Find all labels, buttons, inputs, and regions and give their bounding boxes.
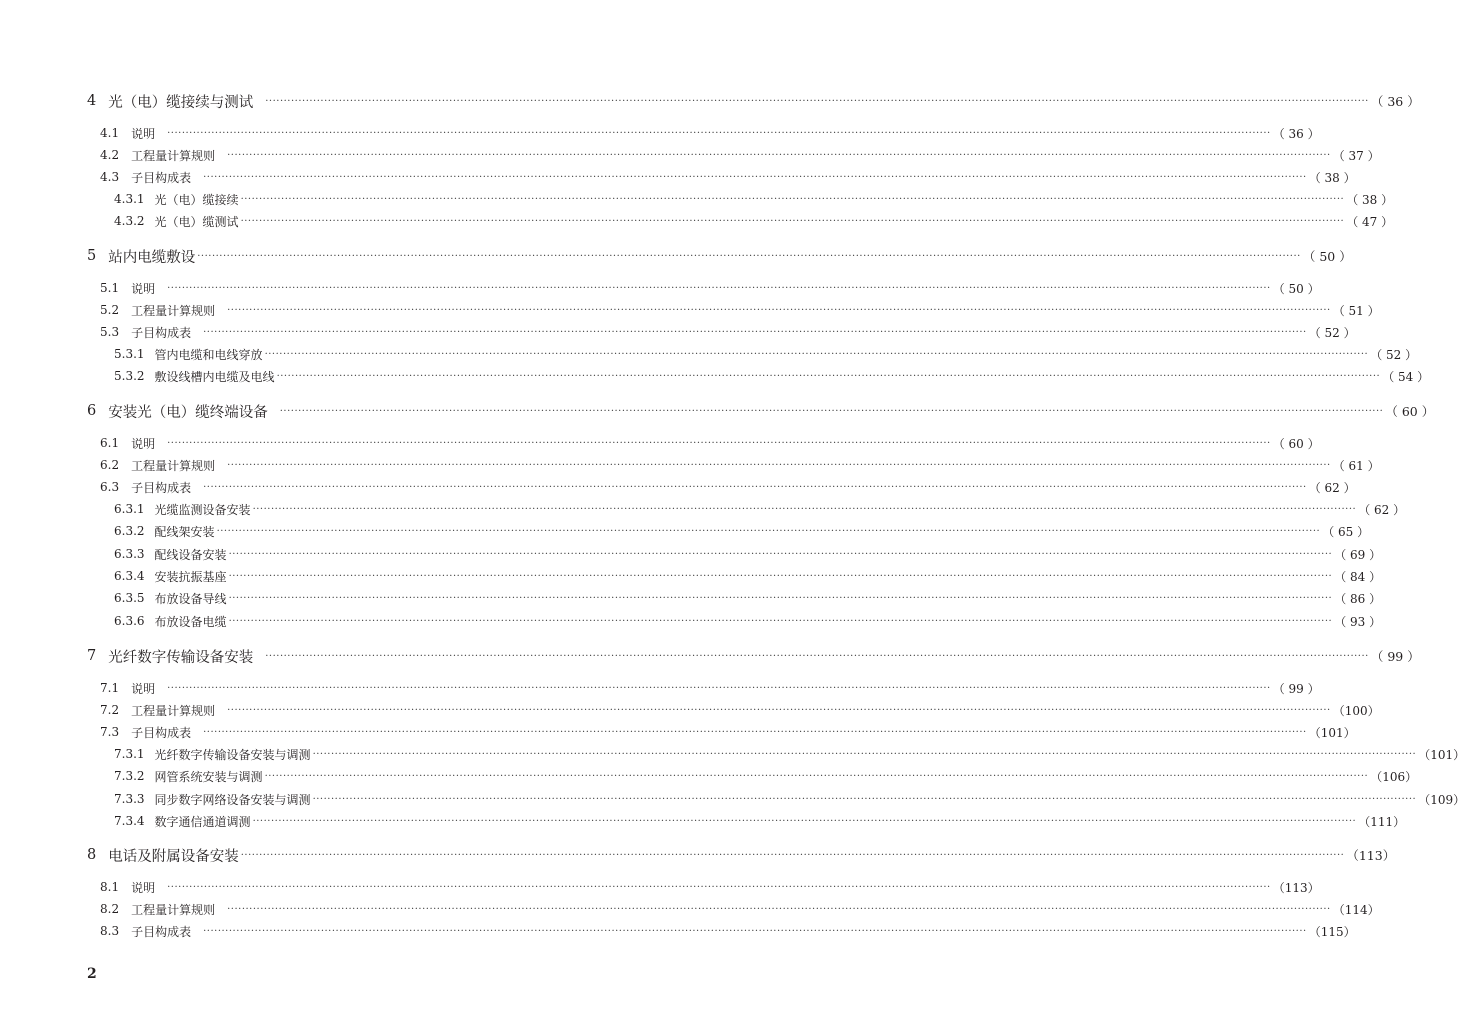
toc-section-entry	[100, 723, 1356, 741]
dot-leader: ············································································································································································································································································································	[240, 215, 1345, 227]
toc-entry-number: 6.3	[100, 480, 120, 494]
dot-leader: ············································································································································································································································································································	[227, 149, 1331, 161]
dot-leader: ············································································································································································································································································································	[264, 348, 1369, 360]
toc-entry-page: （ 36 ）	[1370, 94, 1420, 109]
dot-leader: ············································································································································································································································································································	[228, 570, 1333, 582]
toc-entry-number: 6.1	[100, 436, 120, 450]
toc-entry-page: （ 62 ）	[1358, 502, 1406, 517]
toc-entry-number: 7.3.2	[114, 769, 145, 783]
toc-entry-number: 4.3.1	[114, 192, 145, 206]
toc-entry-page: （ 52 ）	[1370, 347, 1418, 362]
toc-entry-number: 4.1	[100, 126, 120, 140]
dot-leader: ············································································································································································································································································································	[203, 171, 1307, 183]
dot-leader: ············································································································································································································································································································	[240, 193, 1345, 205]
toc-entry-number: 6.3.1	[114, 502, 145, 516]
toc-entry-number: 6	[87, 403, 97, 419]
dot-leader: ············································································································································································································································································································	[203, 925, 1307, 937]
dot-leader: ············································································································································································································································································································	[252, 815, 1357, 827]
dot-leader: ············································································································································································································································································································	[227, 903, 1331, 915]
toc-entry-page: （109）	[1418, 792, 1465, 807]
toc-entry-number: 8.3	[100, 924, 120, 938]
toc-subsection-entry	[114, 567, 1382, 585]
toc-chapter-entry	[87, 645, 1420, 667]
toc-subsection-entry	[114, 612, 1382, 630]
toc-section-entry	[100, 701, 1380, 719]
toc-entry-page: （ 99 ）	[1370, 649, 1420, 664]
toc-entry-number: 6.3.4	[114, 569, 145, 583]
toc-entry-title: 安装光（电）缆终端设备	[108, 404, 268, 421]
toc-entry-number: 7.3.3	[114, 792, 145, 806]
toc-entry-number: 7.3.4	[114, 814, 145, 828]
toc-entry-title: 安装抗振基座	[154, 569, 227, 584]
toc-entry-number: 7.3	[100, 725, 120, 739]
toc-entry-number: 4.2	[100, 148, 120, 162]
toc-entry-title: 光（电）缆接续	[154, 192, 239, 207]
toc-chapter-entry	[87, 400, 1435, 422]
toc-entry-page: （ 99 ）	[1272, 681, 1320, 696]
toc-entry-page: （100）	[1332, 703, 1380, 718]
toc-subsection-entry	[114, 367, 1430, 385]
dot-leader: ············································································································································································································································································································	[203, 726, 1307, 738]
toc-entry-number: 6.3.2	[114, 524, 145, 538]
toc-entry-title: 配线架安装	[154, 524, 215, 539]
toc-subsection-entry	[114, 812, 1406, 830]
toc-entry-title: 子目构成表	[131, 725, 192, 740]
toc-section-entry	[100, 279, 1320, 297]
toc-entry-number: 4	[87, 93, 97, 109]
toc-section-entry	[100, 878, 1320, 896]
toc-entry-page: （ 60 ）	[1272, 436, 1320, 451]
toc-entry-number: 7.1	[100, 681, 120, 695]
dot-leader: ············································································································································································································································································································	[216, 525, 1321, 537]
toc-entry-title: 光（电）缆测试	[154, 214, 239, 229]
toc-entry-page: （101）	[1308, 725, 1356, 740]
toc-subsection-entry	[114, 589, 1382, 607]
toc-entry-number: 7.2	[100, 703, 120, 717]
toc-section-entry	[100, 146, 1380, 164]
toc-entry-title: 子目构成表	[131, 924, 192, 939]
toc-entry-title: 说明	[131, 681, 156, 696]
toc-section-entry	[100, 323, 1356, 341]
toc-entry-page: （ 62 ）	[1308, 480, 1356, 495]
toc-entry-page: （ 93 ）	[1334, 614, 1382, 629]
toc-entry-title: 光纤数字传输设备安装	[108, 649, 254, 666]
toc-entry-page: （111）	[1358, 814, 1406, 829]
toc-chapter-entry	[87, 844, 1396, 866]
toc-entry-page: （114）	[1332, 902, 1380, 917]
dot-leader: ············································································································································································································································································································	[167, 282, 1271, 294]
toc-entry-page: （ 51 ）	[1332, 303, 1380, 318]
toc-entry-title: 工程量计算规则	[131, 303, 216, 318]
dot-leader: ············································································································································································································································································································	[228, 548, 1333, 560]
toc-entry-page: （113）	[1346, 848, 1396, 863]
toc-section-entry	[100, 922, 1356, 940]
toc-entry-title: 同步数字网络设备安装与调测	[154, 792, 311, 807]
toc-entry-page: （ 38 ）	[1308, 170, 1356, 185]
toc-entry-title: 布放设备导线	[154, 591, 227, 606]
toc-entry-title: 子目构成表	[131, 325, 192, 340]
toc-entry-page: （ 38 ）	[1346, 192, 1394, 207]
toc-entry-number: 5.1	[100, 281, 120, 295]
dot-leader: ············································································································································································································································································································	[167, 881, 1271, 893]
toc-entry-number: 4.3	[100, 170, 120, 184]
toc-section-entry	[100, 124, 1320, 142]
toc-entry-number: 5.3.2	[114, 369, 145, 383]
toc-section-entry	[100, 679, 1320, 697]
toc-entry-title: 子目构成表	[131, 480, 192, 495]
dot-leader: ············································································································································································································································································································	[264, 770, 1369, 782]
dot-leader: ············································································································································································································································································································	[312, 748, 1417, 760]
dot-leader: ············································································································································································································································································································	[228, 615, 1333, 627]
toc-entry-page: （ 37 ）	[1332, 148, 1380, 163]
toc-entry-title: 网管系统安装与调测	[154, 769, 263, 784]
toc-entry-number: 7	[87, 648, 97, 664]
dot-leader: ············································································································································································································································································································	[167, 437, 1271, 449]
toc-entry-number: 6.3.3	[114, 547, 145, 561]
toc-entry-page: （106）	[1370, 769, 1418, 784]
dot-leader: ············································································································································································································································································································	[197, 250, 1301, 262]
dot-leader: ············································································································································································································································································································	[203, 326, 1307, 338]
toc-entry-page: （115）	[1308, 924, 1356, 939]
toc-section-entry	[100, 434, 1320, 452]
toc-chapter-entry	[87, 245, 1352, 267]
toc-entry-page: （ 52 ）	[1308, 325, 1356, 340]
toc-entry-page: （ 65 ）	[1322, 524, 1370, 539]
toc-entry-number: 6.3.5	[114, 591, 145, 605]
toc-entry-number: 5	[87, 248, 97, 264]
toc-subsection-entry	[114, 500, 1406, 518]
toc-entry-page: （ 47 ）	[1346, 214, 1394, 229]
toc-entry-page: （ 50 ）	[1302, 249, 1352, 264]
toc-entry-page: （ 61 ）	[1332, 458, 1380, 473]
toc-subsection-entry	[114, 212, 1394, 230]
toc-subsection-entry	[114, 745, 1465, 763]
dot-leader: ············································································································································································································································································································	[279, 405, 1384, 417]
toc-entry-number: 5.3.1	[114, 347, 145, 361]
toc-entry-title: 工程量计算规则	[131, 148, 216, 163]
toc-entry-title: 敷设线槽内电缆及电线	[154, 369, 275, 384]
toc-entry-title: 说明	[131, 436, 156, 451]
dot-leader: ············································································································································································································································································································	[265, 650, 1369, 662]
toc-subsection-entry	[114, 522, 1370, 540]
dot-leader: ············································································································································································································································································································	[227, 459, 1331, 471]
toc-subsection-entry	[114, 190, 1394, 208]
page-number: 2	[87, 966, 97, 982]
dot-leader: ············································································································································································································································································································	[312, 793, 1417, 805]
dot-leader: ············································································································································································································································································································	[265, 95, 1369, 107]
toc-subsection-entry	[114, 545, 1382, 563]
toc-entry-page: （ 54 ）	[1382, 369, 1430, 384]
toc-entry-page: （ 69 ）	[1334, 547, 1382, 562]
toc-entry-title: 站内电缆敷设	[108, 249, 196, 266]
toc-entry-number: 4.3.2	[114, 214, 145, 228]
toc-entry-title: 工程量计算规则	[131, 458, 216, 473]
toc-entry-title: 布放设备电缆	[154, 614, 227, 629]
toc-entry-title: 工程量计算规则	[131, 902, 216, 917]
toc-entry-title: 说明	[131, 126, 156, 141]
toc-entry-page: （ 50 ）	[1272, 281, 1320, 296]
toc-entry-title: 说明	[131, 880, 156, 895]
toc-entry-page: （ 84 ）	[1334, 569, 1382, 584]
toc-entry-title: 配线设备安装	[154, 547, 227, 562]
toc-entry-title: 光纤数字传输设备安装与调测	[154, 747, 311, 762]
toc-entry-page: （ 60 ）	[1385, 404, 1435, 419]
toc-entry-title: 管内电缆和电线穿放	[154, 347, 263, 362]
toc-chapter-entry	[87, 90, 1420, 112]
toc-entry-title: 子目构成表	[131, 170, 192, 185]
toc-entry-number: 8.1	[100, 880, 120, 894]
toc-entry-title: 光（电）缆接续与测试	[108, 94, 254, 111]
toc-entry-number: 6.3.6	[114, 614, 145, 628]
toc-entry-page: （ 36 ）	[1272, 126, 1320, 141]
toc-entry-number: 8	[87, 847, 97, 863]
dot-leader: ············································································································································································································································································································	[252, 503, 1357, 515]
toc-entry-title: 工程量计算规则	[131, 703, 216, 718]
dot-leader: ············································································································································································································································································································	[240, 849, 1345, 861]
toc-entry-title: 数字通信通道调测	[154, 814, 251, 829]
toc-entry-title: 说明	[131, 281, 156, 296]
toc-section-entry	[100, 168, 1356, 186]
toc-subsection-entry	[114, 767, 1418, 785]
dot-leader: ············································································································································································································································································································	[167, 127, 1271, 139]
toc-section-entry	[100, 301, 1380, 319]
dot-leader: ············································································································································································································································································································	[203, 481, 1307, 493]
toc-section-entry	[100, 478, 1356, 496]
dot-leader: ············································································································································································································································································································	[228, 592, 1333, 604]
toc-entry-page: （ 86 ）	[1334, 591, 1382, 606]
toc-entry-number: 5.2	[100, 303, 120, 317]
dot-leader: ············································································································································································································································································································	[167, 682, 1271, 694]
toc-entry-number: 6.2	[100, 458, 120, 472]
toc-entry-title: 光缆监测设备安装	[154, 502, 251, 517]
toc-entry-number: 8.2	[100, 902, 120, 916]
toc-entry-page: （113）	[1272, 880, 1320, 895]
dot-leader: ············································································································································································································································································································	[227, 704, 1331, 716]
toc-entry-title: 电话及附属设备安装	[108, 848, 239, 865]
toc-entry-number: 7.3.1	[114, 747, 145, 761]
toc-subsection-entry	[114, 345, 1418, 363]
toc-entry-number: 5.3	[100, 325, 120, 339]
toc-entry-page: （101）	[1418, 747, 1465, 762]
dot-leader: ············································································································································································································································································································	[227, 304, 1331, 316]
toc-section-entry	[100, 900, 1380, 918]
dot-leader: ············································································································································································································································································································	[276, 370, 1381, 382]
toc-section-entry	[100, 456, 1380, 474]
toc-subsection-entry	[114, 790, 1465, 808]
